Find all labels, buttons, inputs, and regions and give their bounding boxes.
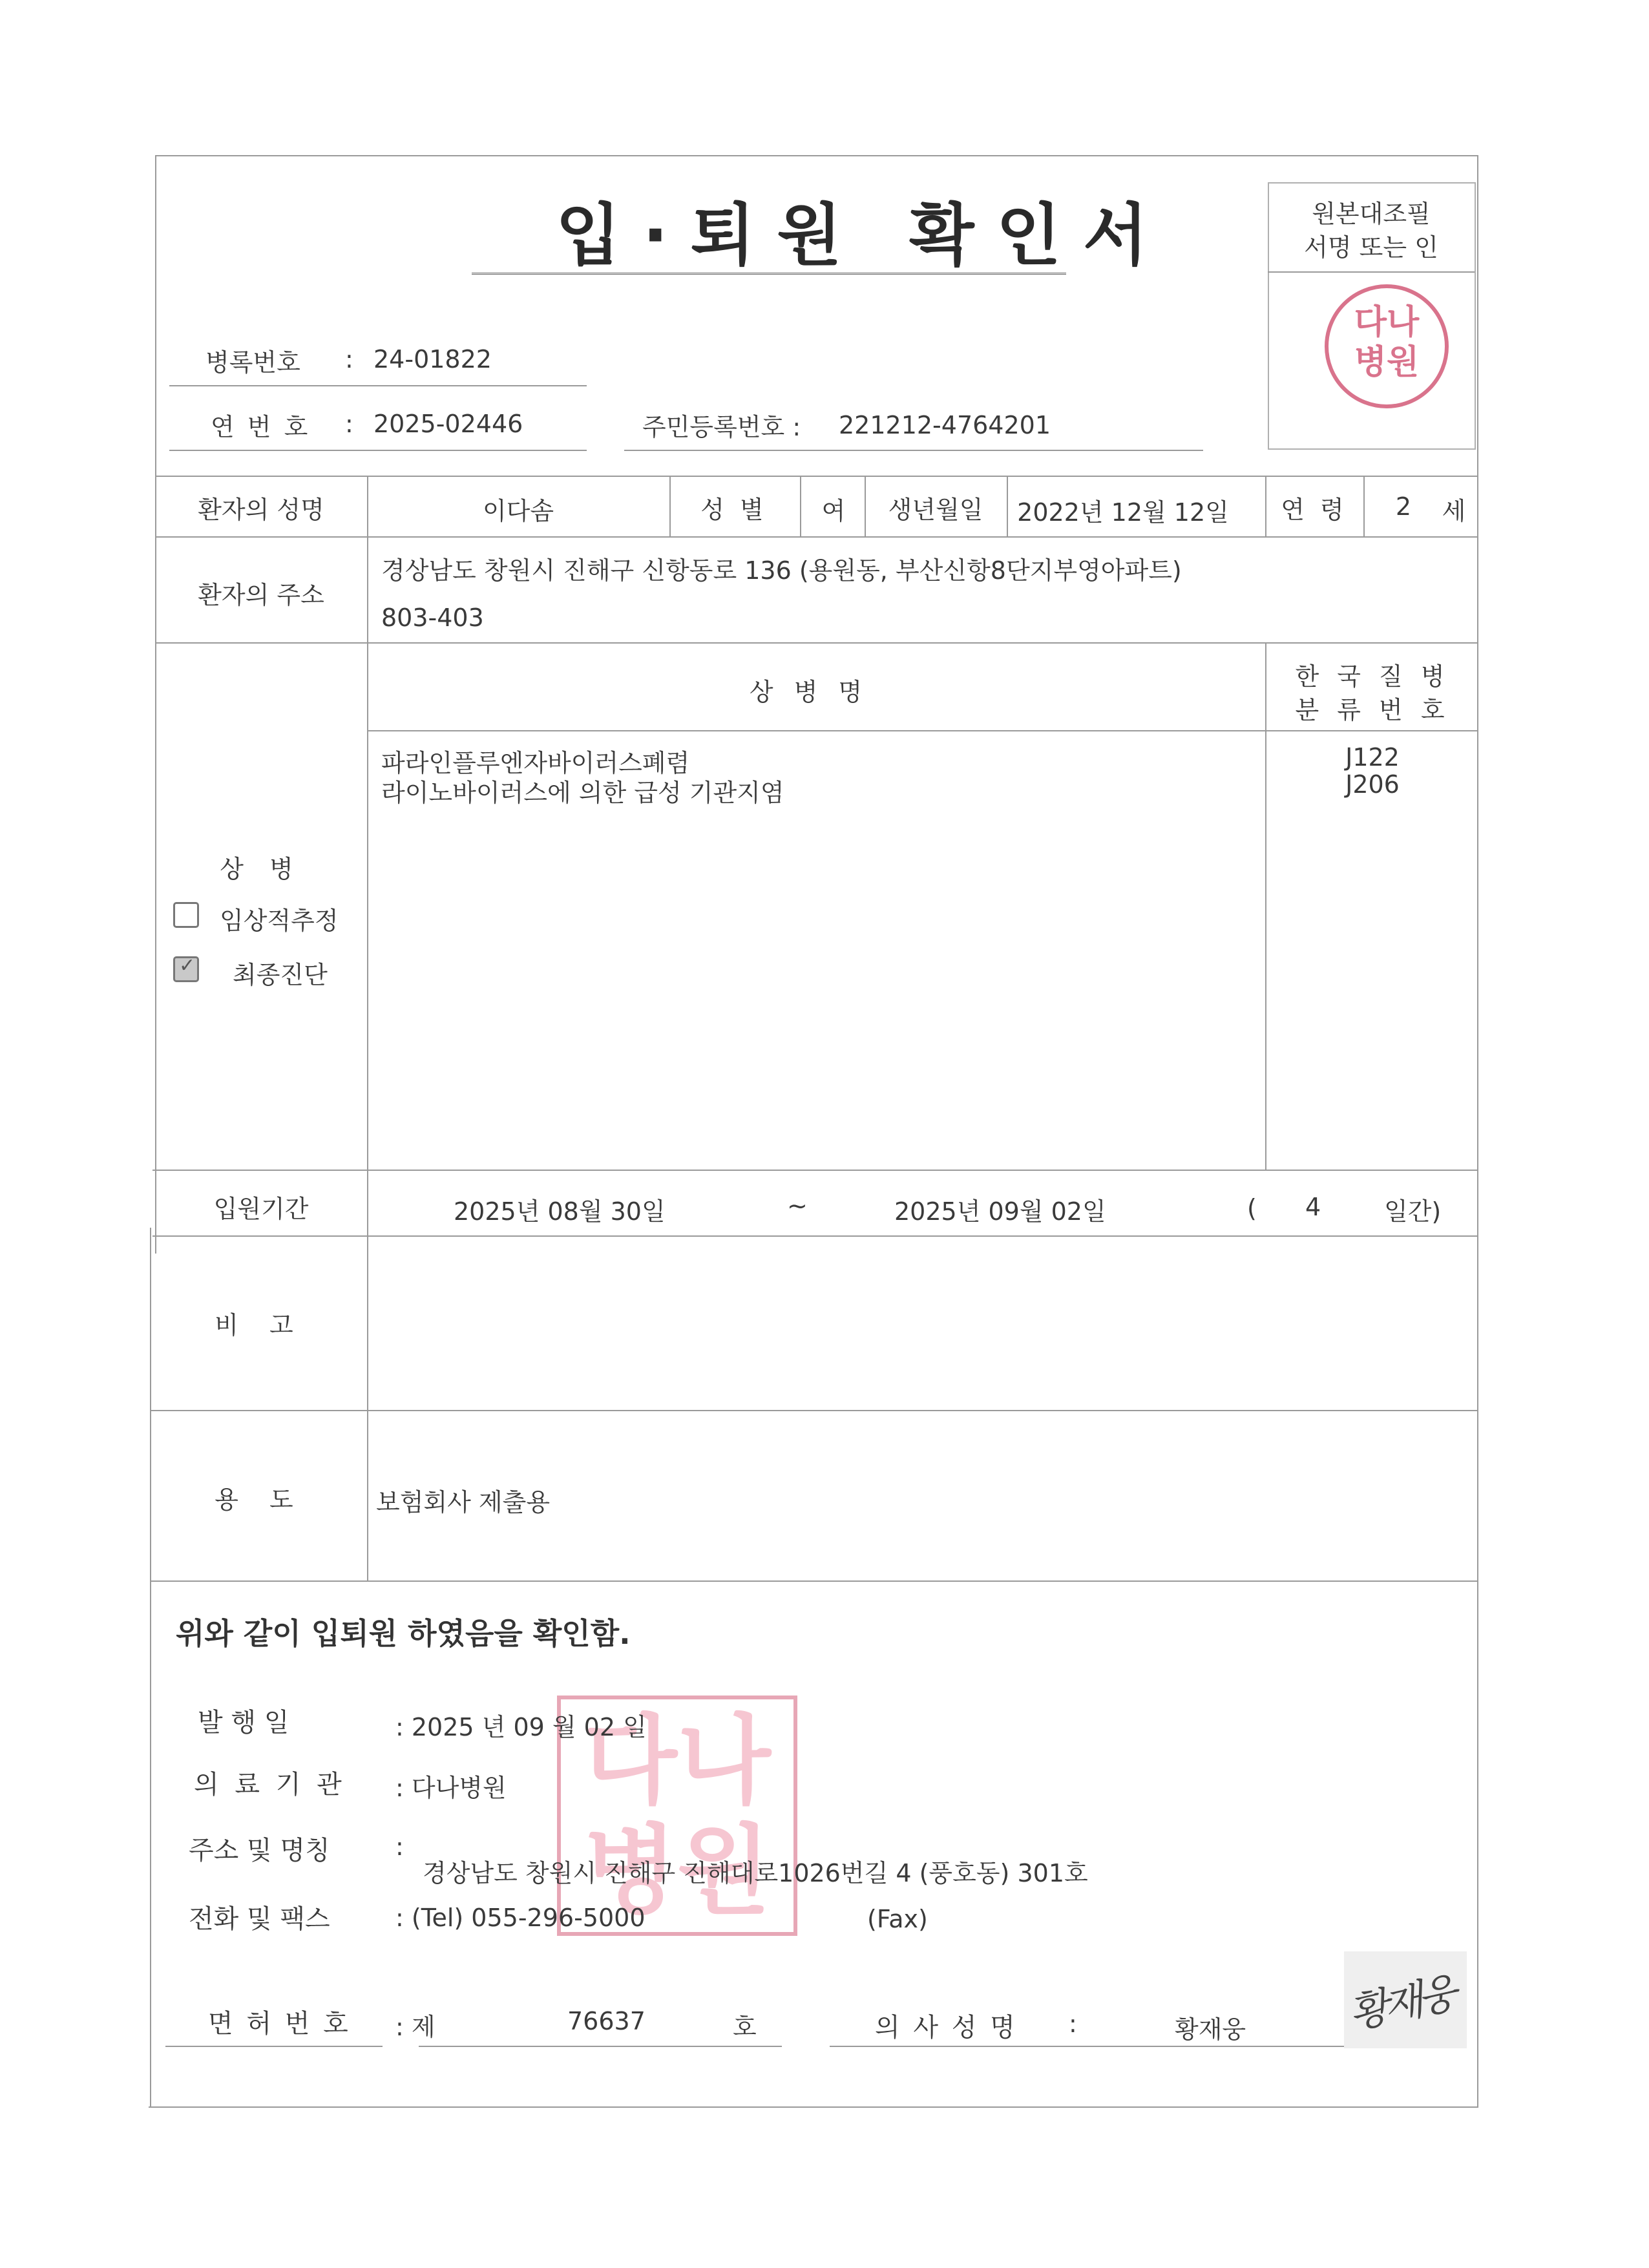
doctor-name-value: 황재웅 bbox=[1175, 2015, 1246, 2044]
code-column-line bbox=[1265, 642, 1266, 1170]
age-label-divider bbox=[1265, 476, 1266, 536]
purpose-label: 용 도 bbox=[215, 1486, 305, 1514]
code-header-line1: 한 국 질 병 bbox=[1295, 662, 1450, 691]
doctor-signature bbox=[1344, 1951, 1467, 2048]
doctor-signature-text: 황재웅 bbox=[1345, 1969, 1457, 2039]
table-top-line bbox=[155, 476, 1478, 477]
hospital-address-colon: : bbox=[395, 1832, 404, 1861]
hospital-seal-text: 다나병원 bbox=[583, 1704, 771, 1927]
age-unit: 세 bbox=[1442, 497, 1466, 525]
diagnosis-item-2-name: 라이노바이러스에 의한 급성 기관지염 bbox=[381, 779, 784, 807]
age-value: 2 bbox=[1395, 492, 1412, 521]
patient-address-line1: 경상남도 창원시 진해구 신항동로 136 (용원동, 부산신항8단지부영아파트) bbox=[381, 556, 1182, 585]
serial-no-underline bbox=[169, 450, 587, 451]
birth-value: 2022년 12월 12일 bbox=[1017, 498, 1229, 527]
issue-date-value: : 2025 년 09 월 02 일 bbox=[395, 1713, 647, 1741]
frame-left-bottom bbox=[150, 1228, 151, 2106]
document-title: 입·퇴원 확인서 bbox=[556, 196, 1170, 275]
hospital-address-value: 경상남도 창원시 진해구 진해대로1026번길 4 (풍호동) 301호 bbox=[423, 1859, 1088, 1887]
birth-value-divider bbox=[1007, 476, 1008, 536]
record-no-colon: : bbox=[345, 345, 353, 373]
row-line-5 bbox=[150, 1410, 1478, 1411]
license-suffix: 호 bbox=[733, 2013, 757, 2041]
label-column-line bbox=[367, 476, 368, 1580]
sex-label: 성 별 bbox=[700, 496, 768, 524]
diagnosis-header-line bbox=[367, 730, 1478, 731]
confirmation-statement: 위와 같이 입퇴원 하였음을 확인함. bbox=[176, 1616, 631, 1651]
row-line-2 bbox=[155, 642, 1478, 644]
patient-address-line2: 803-403 bbox=[381, 604, 484, 632]
admission-end: 2025년 09월 02일 bbox=[894, 1197, 1106, 1226]
issue-date-label: 발 행 일 bbox=[198, 1708, 289, 1738]
admission-paren-open: ( bbox=[1247, 1194, 1257, 1223]
resident-no-value: 221212-4764201 bbox=[839, 411, 1051, 439]
birth-label-divider bbox=[865, 476, 866, 536]
admission-days-unit: 일간) bbox=[1384, 1197, 1442, 1226]
frame-bottom bbox=[149, 2106, 1478, 2108]
clinical-estimate-label: 임상적추정 bbox=[220, 907, 339, 935]
sex-value: 여 bbox=[821, 497, 846, 525]
serial-no-value: 2025-02446 bbox=[373, 410, 523, 438]
doctor-seal-circle bbox=[1325, 284, 1449, 408]
doctor-name-colon: : bbox=[1069, 2010, 1077, 2038]
doctor-name-label: 의 사 성 명 bbox=[875, 2013, 1018, 2042]
clinical-estimate-checkbox[interactable] bbox=[173, 902, 199, 928]
phone-fax-label: 전화 및 팩스 bbox=[189, 1904, 330, 1934]
code-header-line2: 분 류 번 호 bbox=[1295, 696, 1450, 724]
admission-start: 2025년 08월 30일 bbox=[454, 1197, 666, 1226]
name-sex-divider bbox=[669, 476, 671, 536]
admission-period-label: 입원기간 bbox=[213, 1195, 309, 1223]
license-label: 면 허 번 호 bbox=[208, 2009, 351, 2039]
phone-value: : (Tel) 055-296-5000 bbox=[395, 1904, 646, 1932]
license-number: 76637 bbox=[567, 2007, 646, 2035]
institution-value: : 다나병원 bbox=[395, 1774, 507, 1802]
license-label-underline bbox=[165, 2046, 383, 2047]
age-value-divider bbox=[1363, 476, 1365, 536]
signature-or-seal-label: 서명 또는 인 bbox=[1304, 233, 1438, 262]
fax-value: (Fax) bbox=[867, 1905, 928, 1933]
frame-top bbox=[155, 155, 1478, 156]
final-diagnosis-checkbox[interactable] bbox=[173, 956, 199, 982]
diagnosis-item-1-code: J122 bbox=[1345, 743, 1400, 772]
diagnosis-name-header: 상 병 명 bbox=[749, 678, 869, 706]
hospital-address-label: 주소 및 명칭 bbox=[189, 1836, 330, 1865]
purpose-value: 보험회사 제출용 bbox=[376, 1488, 551, 1517]
record-no-label: 병록번호 bbox=[205, 348, 300, 377]
age-label: 연 령 bbox=[1281, 496, 1348, 524]
diagnosis-item-1-name: 파라인플루엔자바이러스폐렴 bbox=[381, 749, 690, 777]
remarks-label: 비 고 bbox=[215, 1311, 305, 1339]
row-line-3 bbox=[152, 1170, 1478, 1171]
serial-no-label: 연 번 호 bbox=[211, 413, 311, 441]
frame-left-top bbox=[155, 155, 156, 1254]
resident-no-label: 주민등록번호 : bbox=[642, 413, 801, 441]
record-no-value: 24-01822 bbox=[373, 345, 492, 373]
checkmark-icon: ✓ bbox=[179, 954, 196, 977]
patient-name-label: 환자의 성명 bbox=[198, 496, 324, 524]
birth-label: 생년월일 bbox=[888, 496, 983, 524]
resident-no-underline bbox=[624, 450, 1203, 451]
institution-label: 의 료 기 관 bbox=[194, 1770, 346, 1800]
patient-name-value: 이다솜 bbox=[482, 497, 554, 525]
row-line-4 bbox=[152, 1235, 1478, 1237]
original-check-label: 원본대조필 bbox=[1312, 200, 1431, 228]
row-line-6 bbox=[150, 1580, 1478, 1582]
final-diagnosis-label: 최종진단 bbox=[233, 961, 328, 989]
admission-tilde: ~ bbox=[787, 1192, 808, 1220]
title-underline bbox=[472, 273, 1066, 275]
doctor-seal-text: 다나병원 bbox=[1354, 302, 1420, 382]
sex-value-divider bbox=[800, 476, 801, 536]
license-value-underline bbox=[419, 2046, 782, 2047]
admission-days: 4 bbox=[1305, 1193, 1321, 1221]
frame-right bbox=[1477, 155, 1478, 2106]
diagnosis-item-2-code: J206 bbox=[1345, 770, 1400, 799]
record-no-underline bbox=[169, 385, 587, 386]
doctor-name-underline bbox=[830, 2046, 1347, 2047]
patient-address-label: 환자의 주소 bbox=[198, 581, 324, 609]
diagnosis-section-label: 상 병 bbox=[220, 855, 302, 883]
row-line-1 bbox=[155, 536, 1478, 538]
original-check-divider bbox=[1268, 271, 1475, 273]
serial-no-colon: : bbox=[345, 410, 353, 438]
license-prefix: : 제 bbox=[395, 2013, 436, 2041]
